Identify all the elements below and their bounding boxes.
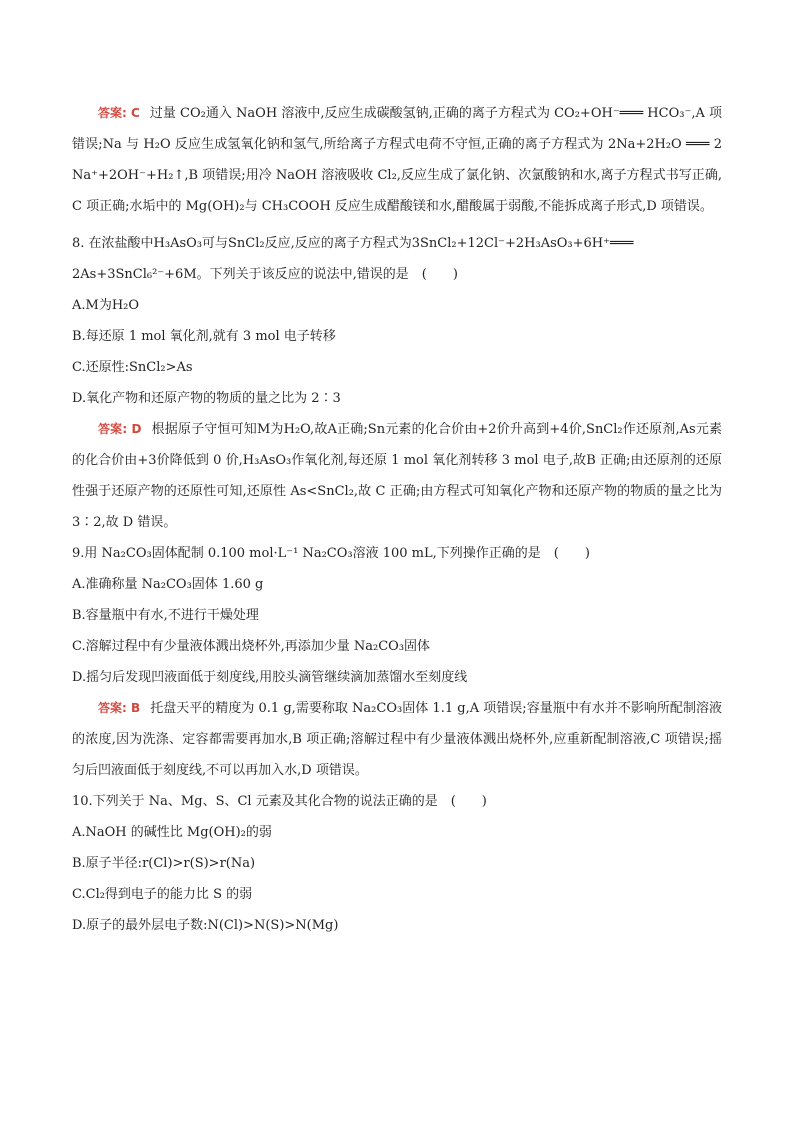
q8-option-a: A.M为H₂O bbox=[72, 298, 140, 313]
q9-answer bbox=[72, 693, 722, 786]
q10-option-b: B.原子半径:r(Cl)>r(S)>r(Na) bbox=[72, 856, 256, 871]
q9-option-b: B.容量瓶中有水,不进行干燥处理 bbox=[72, 608, 259, 623]
q7-answer bbox=[72, 98, 722, 222]
answer-label: 答案: C bbox=[98, 106, 140, 120]
q9-stem: 9.用 Na₂CO₃固体配制 0.100 mol·L⁻¹ Na₂CO₃溶液 100 mL,下列操作正确的是 ( ) bbox=[72, 546, 590, 561]
q8-stem: 8. 在浓盐酸中H₃AsO₃可与SnCl₂反应,反应的离子方程式为3SnCl₂+12Cl⁻+2H₃AsO₃+6H⁺═══ 2As+3SnCl₆²⁻+6M。下列关于该反应的说法中,错误的是 ( ) bbox=[72, 236, 634, 282]
answer-text: 托盘天平的精度为 0.1 g,需要称取 Na₂CO₃固体 1.1 g,A 项错误;容量瓶中有水并不影响所配制溶液的浓度,因为洗涤、定容都需要再加水,B 项正确;溶解过程中有少量液体溅出烧杯外,应重新配制溶液,C 项错误;摇匀后凹液面低于刻度线,不可以再加入水,D 项错误。 bbox=[72, 701, 722, 778]
q10-option-d: D.原子的最外层电子数:N(Cl)>N(S)>N(Mg) bbox=[72, 918, 339, 933]
content bbox=[72, 98, 722, 941]
q9-option-c: C.溶解过程中有少量液体溅出烧杯外,再添加少量 Na₂CO₃固体 bbox=[72, 639, 431, 654]
q10-option-a: A.NaOH 的碱性比 Mg(OH)₂的弱 bbox=[72, 825, 272, 840]
q9-option-d: D.摇匀后发现凹液面低于刻度线,用胶头滴管继续滴加蒸馏水至刻度线 bbox=[72, 670, 468, 685]
answer-text: 根据原子守恒可知M为H₂O,故A正确;Sn元素的化合价由+2价升高到+4价,SnCl₂作还原剂,As元素的化合价由+3价降低到 0 价,H₃AsO₃作氧化剂,每还原 1 mol 氧化剂转移 3 mol 电子,故B 正确;由还原剂的还原性强于还原产物的还原性可知,还原性 As<SnCl₂,故 C 正确;由方程式可知氧化产物和还原产物的物质的量之比为 3∶2,故 D 错误。 bbox=[72, 422, 722, 530]
q10-stem: 10.下列关于 Na、Mg、S、Cl 元素及其化合物的说法正确的是 ( ) bbox=[72, 794, 487, 809]
answer-text: 过量 CO₂通入 NaOH 溶液中,反应生成碳酸氢钠,正确的离子方程式为 CO₂+OH⁻═══ HCO₃⁻,A 项错误;Na 与 H₂O 反应生成氢氧化钠和氢气,所给离子方程式电荷不守恒,正确的离子方程式为 2Na+2H₂O ═══ 2Na⁺+2OH⁻+H₂↑,B 项错误;用冷 NaOH 溶液吸收 Cl₂,反应生成了氯化钠、次氯酸钠和水,离子方程式书写正确,C 项正确;水垢中的 Mg(OH)₂与 CH₃COOH 反应生成醋酸镁和水,醋酸属于弱酸,不能拆成离子形式,D 项错误。 bbox=[72, 106, 722, 214]
q10-option-c: C.Cl₂得到电子的能力比 S 的弱 bbox=[72, 887, 253, 902]
q8-answer bbox=[72, 414, 722, 538]
q8-option-c: C.还原性:SnCl₂>As bbox=[72, 360, 193, 375]
q8-option-d: D.氧化产物和还原产物的物质的量之比为 2∶3 bbox=[72, 391, 341, 406]
answer-label: 答案: D bbox=[98, 422, 142, 436]
q9-option-a: A.准确称量 Na₂CO₃固体 1.60 g bbox=[72, 577, 264, 592]
answer-label: 答案: B bbox=[98, 701, 141, 715]
q8-option-b: B.每还原 1 mol 氧化剂,就有 3 mol 电子转移 bbox=[72, 329, 336, 344]
